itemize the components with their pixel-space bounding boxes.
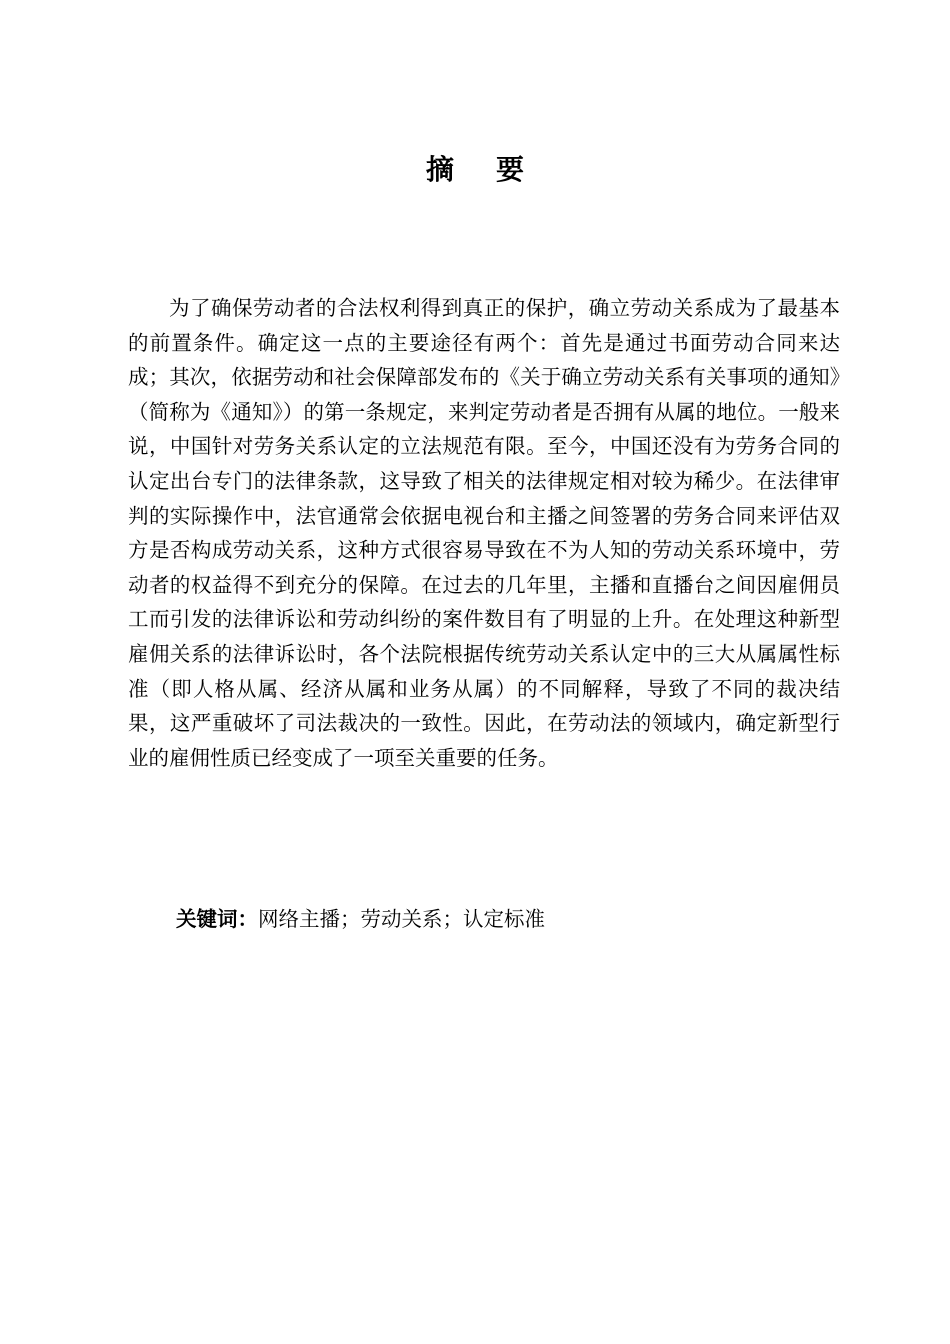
page-title: 摘要 bbox=[425, 153, 566, 186]
keywords-list: 网络主播；劳动关系；认定标准 bbox=[258, 907, 545, 931]
abstract-paragraph: 为了确保劳动者的合法权利得到真正的保护，确立劳动关系成为了最基本的前置条件。确定这一点的主要途径有两个：首先是通过书面劳动合同来达成；其次，依据劳动和社会保障部发布的《关于确立劳动关系有关事项的通知》（简称为《通知》）的第一条规定，来判定劳动者是否拥有从属的地位。一般来说，中国针对劳务关系认定的立法规范有限。至今，中国还没有为劳务合同的认定出台专门的法律条款，这导致了相关的法律规定相对较为稀少。在法律审判的实际操作中，法官通常会依据电视台和主播之间签署的劳务合同来评估双方是否构成劳动关系，这种方式很容易导致在不为人知的劳动关系环境中，劳动者的权益得不到充分的保障。在过去的几年里，主播和直播台之间因雇佣员工而引发的法律诉讼和劳动纠纷的案件数目有了明显的上升。在处理这种新型雇佣关系的法律诉讼时，各个法院根据传统劳动关系认定中的三大从属属性标准（即人格从属、经济从属和业务从属）的不同解释，导致了不同的裁决结果，这严重破坏了司法裁决的一致性。因此，在劳动法的领域内，确定新型行业的雇佣性质已经变成了一项至关重要的任务。 bbox=[128, 296, 840, 770]
keywords-label: 关键词： bbox=[176, 907, 258, 931]
keywords-line bbox=[176, 902, 545, 936]
